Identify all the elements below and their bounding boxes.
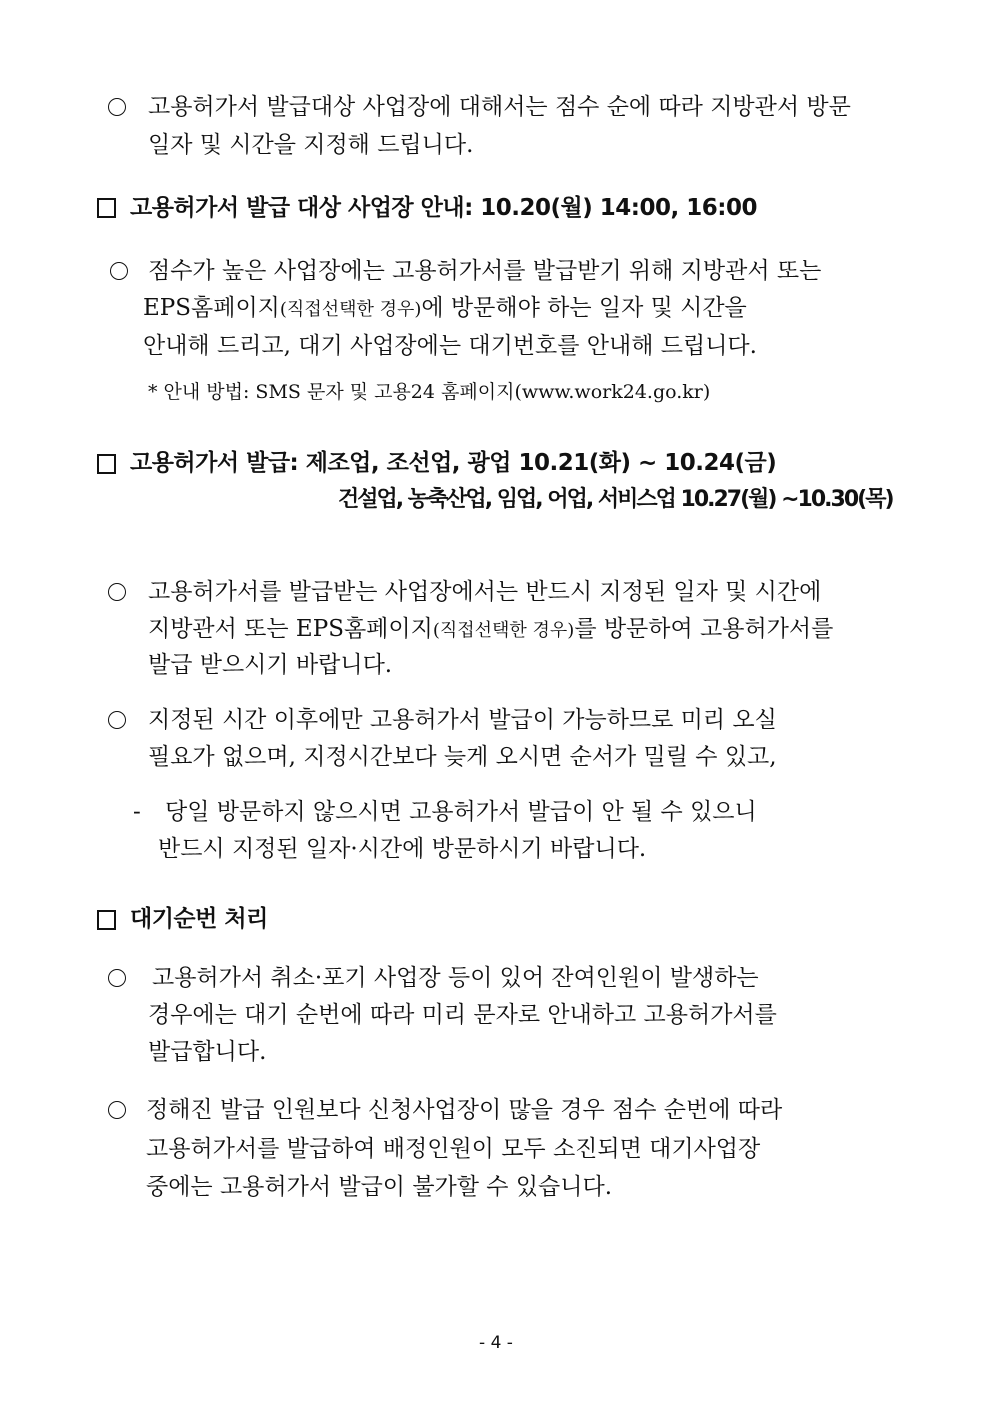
section2-item1-line-3: 발급 받으시기 바랍니다. xyxy=(148,652,393,678)
section2-item1-line-1: 고용허가서를 발급받는 사업장에서는 반드시 지정된 일자 및 시간에 xyxy=(148,579,822,605)
section3-item2-line-1: 정해진 발급 인원보다 신청사업장이 많을 경우 점수 순번에 따라 xyxy=(146,1097,783,1123)
section3-item1-line-1: 고용허가서 취소·포기 사업장 등이 있어 잔여인원이 발생하는 xyxy=(152,965,759,991)
section3-item2-line-3: 중에는 고용허가서 발급이 불가할 수 있습니다. xyxy=(146,1174,613,1200)
circle-bullet-icon xyxy=(108,711,126,729)
circle-bullet-icon xyxy=(108,583,126,601)
dash-bullet: - xyxy=(133,799,141,825)
section1-item-line-2: EPS홈페이지(직접선택한 경우)에 방문해야 하는 일자 및 시간을 xyxy=(143,295,747,321)
section2-heading-line-1: 고용허가서 발급: 제조업, 조선업, 광업 10.21(화) ~ 10.24(금) xyxy=(130,450,777,476)
circle-bullet-icon xyxy=(108,1101,126,1119)
section3-heading: 대기순번 처리 xyxy=(130,906,268,932)
section2-item2-line-2: 필요가 없으며, 지정시간보다 늦게 오시면 순서가 밀릴 수 있고, xyxy=(148,744,777,770)
circle-bullet-icon xyxy=(108,98,126,116)
section2-subitem-line-2: 반드시 지정된 일자·시간에 방문하시기 바랍니다. xyxy=(158,836,647,862)
page-number: - 4 - xyxy=(479,1333,513,1353)
square-bullet-icon xyxy=(97,198,116,218)
circle-bullet-icon xyxy=(108,969,126,987)
circle-bullet-icon xyxy=(110,262,128,280)
section1-heading: 고용허가서 발급 대상 사업장 안내: 10.20(월) 14:00, 16:00 xyxy=(130,195,757,221)
square-bullet-icon xyxy=(97,910,116,930)
intro-line-1: 고용허가서 발급대상 사업장에 대해서는 점수 순에 따라 지방관서 방문 xyxy=(148,94,851,120)
section2-heading-line-2: 건설업, 농축산업, 임업, 어업, 서비스업 10.27(월) ~10.30(목) xyxy=(338,487,893,512)
section2-subitem-line-1: 당일 방문하지 않으시면 고용허가서 발급이 안 될 수 있으니 xyxy=(165,799,757,825)
section2-item1-line-2: 지방관서 또는 EPS홈페이지(직접선택한 경우)를 방문하여 고용허가서를 xyxy=(148,616,834,642)
section3-item1-line-3: 발급합니다. xyxy=(148,1039,267,1065)
section2-item2-line-1: 지정된 시간 이후에만 고용허가서 발급이 가능하므로 미리 오실 xyxy=(148,707,777,733)
square-bullet-icon xyxy=(97,454,116,474)
section1-note: * 안내 방법: SMS 문자 및 고용24 홈페이지(www.work24.go.kr) xyxy=(148,381,711,403)
intro-line-2: 일자 및 시간을 지정해 드립니다. xyxy=(148,132,474,158)
section1-item-line-3: 안내해 드리고, 대기 사업장에는 대기번호를 안내해 드립니다. xyxy=(143,333,757,359)
section1-item-line-1: 점수가 높은 사업장에는 고용허가서를 발급받기 위해 지방관서 또는 xyxy=(148,258,822,284)
section3-item2-line-2: 고용허가서를 발급하여 배정인원이 모두 소진되면 대기사업장 xyxy=(146,1136,761,1162)
section3-item1-line-2: 경우에는 대기 순번에 따라 미리 문자로 안내하고 고용허가서를 xyxy=(148,1002,777,1028)
